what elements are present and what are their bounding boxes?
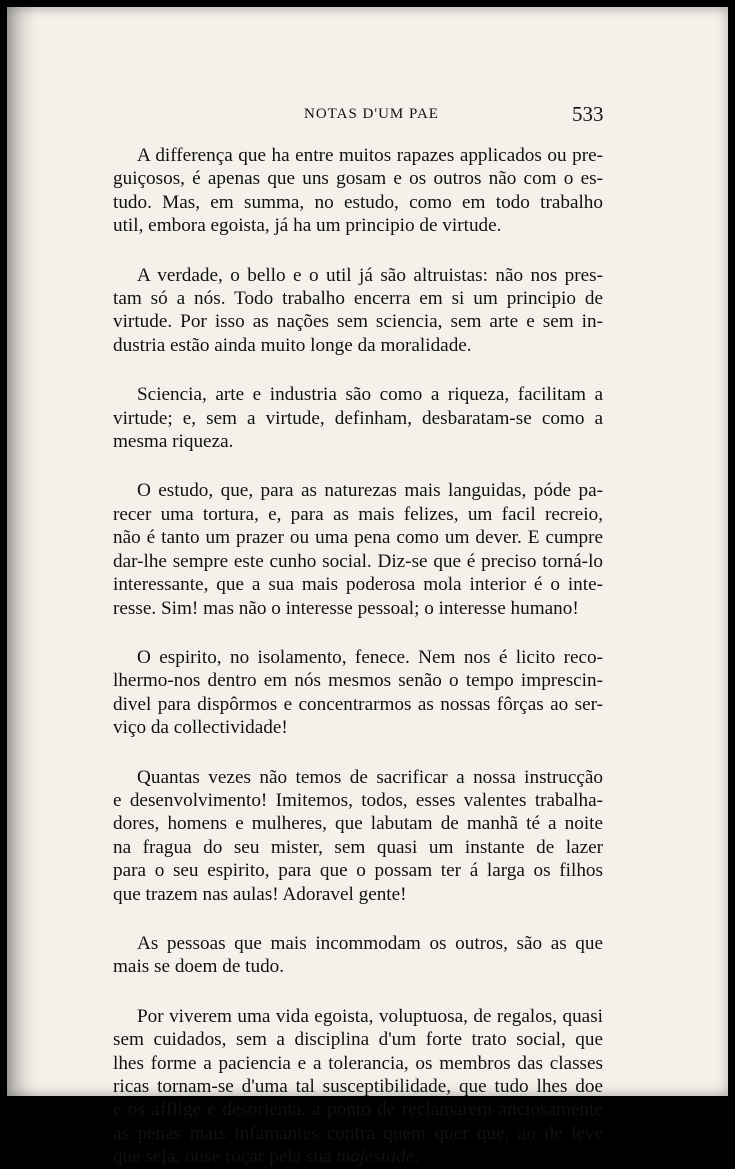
text-line: não é tanto um prazer ou uma pena como um dever. E cumpre — [113, 527, 603, 549]
text-line: que seja, ouse roçar pela sua — [113, 1146, 332, 1168]
paragraph-1 — [113, 144, 603, 238]
text-line: na fragua do seu mister, sem quasi um instante de lazer — [113, 836, 603, 858]
text-line: sem cuidados, sem a disciplina d'um forte trato social, que — [113, 1029, 603, 1051]
end-punctuation: . — [414, 1146, 419, 1168]
text-line: e os afflige e desorienta, a ponto de reclamarem anciosamente — [113, 1099, 603, 1121]
paragraph-3 — [113, 383, 603, 453]
text-line: As pessoas que mais incommodam os outros, são as que — [137, 932, 603, 954]
text-line: lhes forme a paciencia e a tolerancia, os membros das classes — [113, 1052, 603, 1074]
paragraph-5 — [113, 646, 603, 740]
text-line: interessante, que a sua mais poderosa mola interior é o inte- — [113, 574, 603, 596]
text-line: para o seu espirito, para que o possam ter á larga os filhos — [113, 860, 603, 882]
text-line: que trazem nas aulas! Adoravel gente! — [113, 883, 407, 905]
text-line-last — [113, 1145, 603, 1168]
text-body — [113, 144, 603, 1169]
text-line: Quantas vezes não temos de sacrificar a nossa instrucção — [137, 766, 603, 788]
text-line: recer uma tortura, e, para as mais felizes, um facil recreio, — [113, 503, 603, 525]
text-line: as penas mais infamantes contra quem quer que, ao de leve — [113, 1122, 603, 1144]
text-line: lhermo-nos dentro em nós mesmos senão o tempo imprescin- — [113, 670, 603, 692]
text-line: dar-lhe sempre este cunho social. Diz-se que é preciso torná-lo — [113, 550, 603, 572]
text-line: dustria estão ainda muito longe da moralidade. — [113, 334, 472, 356]
paragraph-7 — [113, 932, 603, 979]
italic-word: majestade — [336, 1146, 415, 1168]
paragraph-6 — [113, 766, 603, 906]
running-head: NOTAS D'UM PAE — [304, 106, 439, 122]
text-line: A verdade, o bello e o util já são altruistas: não nos pres- — [137, 264, 603, 286]
text-line: Por viverem uma vida egoista, voluptuosa, de regalos, quasi — [137, 1005, 603, 1027]
paragraph-8 — [113, 1005, 603, 1169]
text-line: ricas tornam-se d'uma tal susceptibilidade, que tudo lhes doe — [113, 1076, 603, 1097]
text-line: divel para dispôrmos e concentrarmos as nossas fôrças ao ser- — [113, 693, 603, 715]
text-line: e desenvolvimento! Imitemos, todos, esses valentes trabalha- — [113, 789, 603, 811]
paragraph-2 — [113, 264, 603, 358]
text-line: mais se doem de tudo. — [113, 956, 285, 978]
text-line: mesma riqueza. — [113, 431, 234, 453]
text-line: A differença que ha entre muitos rapazes applicados ou pre- — [137, 145, 603, 166]
text-line: virtude; e, sem a virtude, definham, desbaratam-se como a — [113, 407, 603, 429]
text-line: virtude. Por isso as nações sem sciencia, sem arte e sem in- — [113, 311, 603, 333]
text-line: tudo. Mas, em summa, no estudo, como em todo trabalho — [113, 191, 603, 213]
text-line: guiçosos, é apenas que uns gosam e os outros não com o es- — [113, 168, 603, 190]
text-line: viço da collectividade! — [113, 717, 288, 739]
paragraph-4 — [113, 479, 603, 619]
page-number: 533 — [572, 102, 604, 126]
book-page — [7, 7, 728, 1168]
text-line: util, embora egoista, já ha um principio de virtude. — [113, 215, 502, 237]
text-line: O estudo, que, para as naturezas mais languidas, póde pa- — [137, 480, 603, 502]
text-line: Sciencia, arte e industria são como a riqueza, facilitam a — [137, 384, 603, 406]
text-line: tam só a nós. Todo trabalho encerra em si um principio de — [113, 288, 603, 310]
text-line: O espirito, no isolamento, fenece. Nem nos é licito reco- — [137, 646, 603, 668]
text-line: resse. Sim! mas não o interesse pessoal; o interesse humano! — [113, 597, 579, 619]
text-line: dores, homens e mulheres, que labutam de manhã té a noite — [113, 813, 603, 835]
